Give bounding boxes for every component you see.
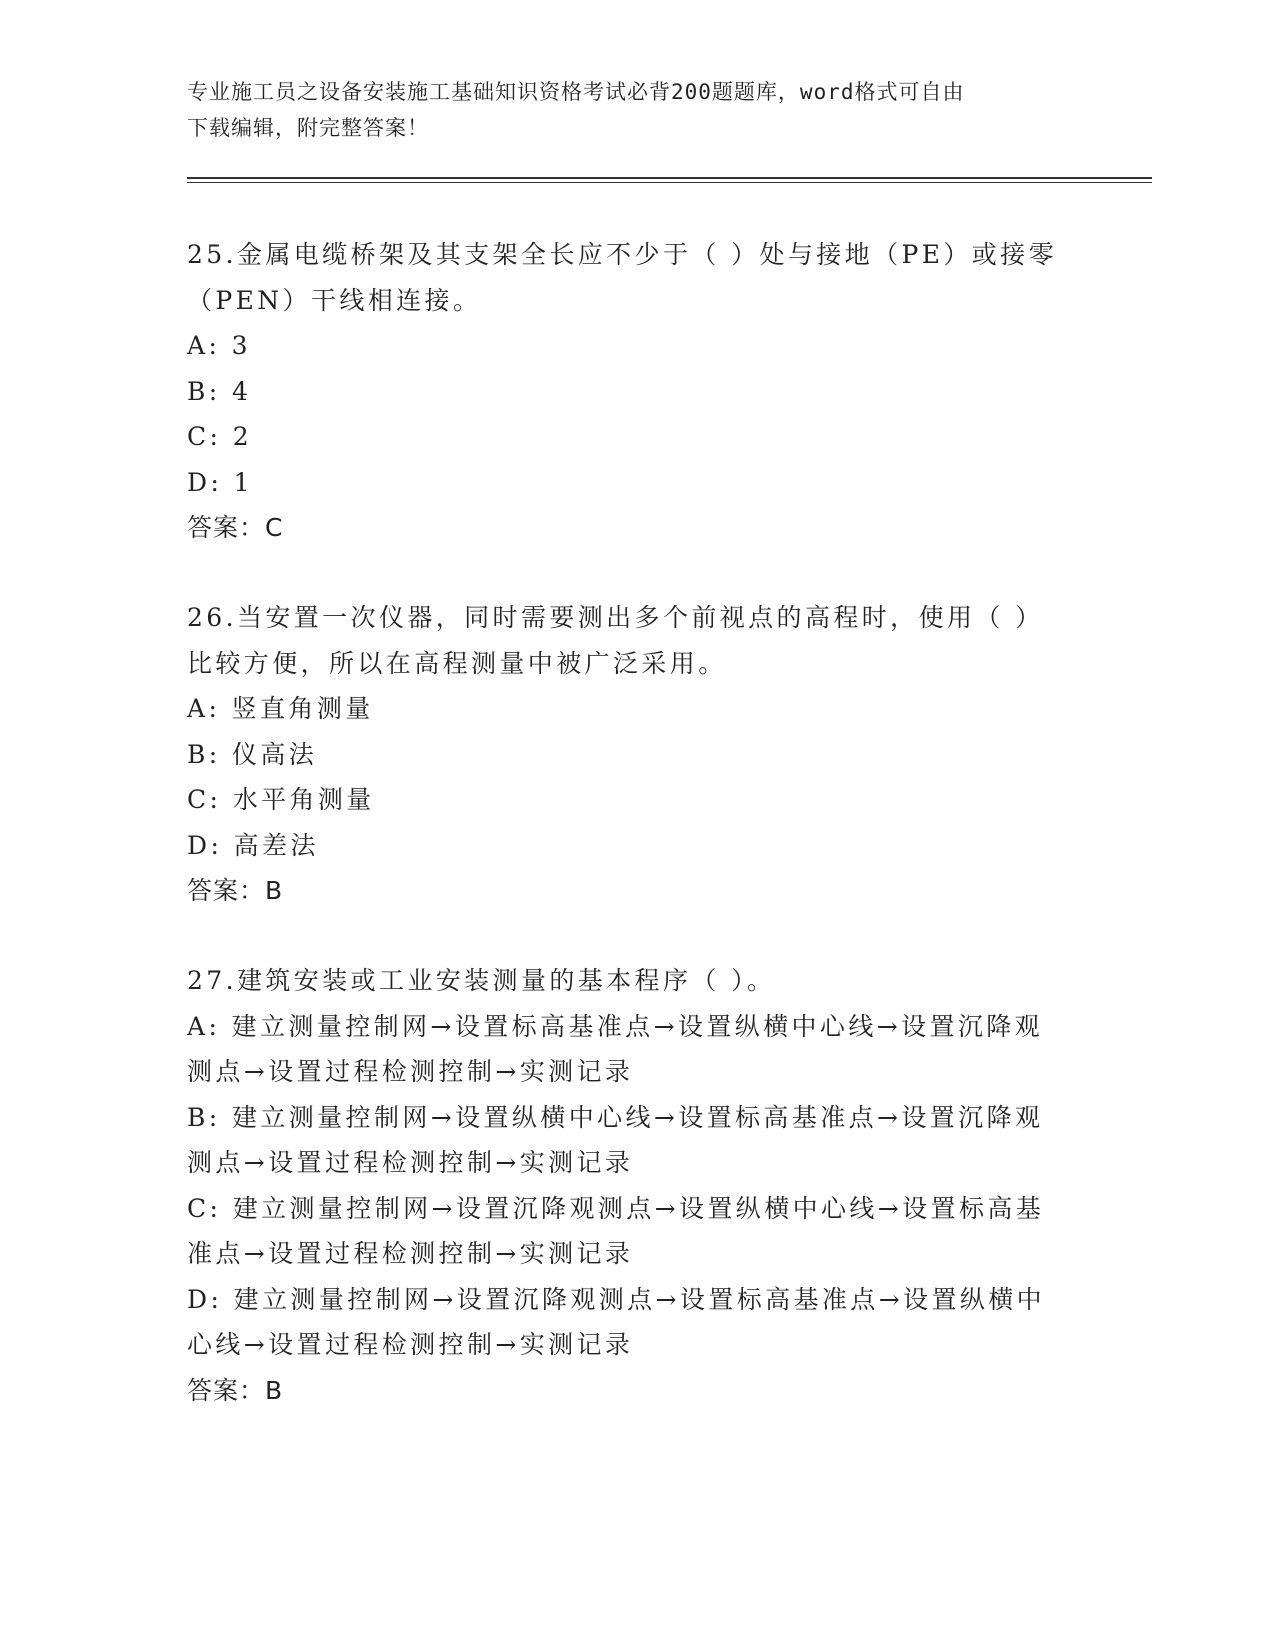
- answer: 答案：C: [187, 513, 284, 542]
- option-a-line-2: 测点→设置过程检测控制→实测记录: [187, 1057, 634, 1086]
- option-d-line-2: 心线→设置过程检测控制→实测记录: [187, 1330, 634, 1359]
- option-d: D: 1: [187, 467, 253, 497]
- option-c: C: 水平角测量: [187, 785, 375, 814]
- header-line-1: 专业施工员之设备安装施工基础知识资格考试必背200题题库，word格式可自由: [187, 80, 965, 104]
- answer: 答案：B: [187, 1375, 284, 1405]
- option-a: A: 竖直角测量: [187, 694, 374, 723]
- option-d-line-1: D: 建立测量控制网→设置沉降观测点→设置标高基准点→设置纵横中: [187, 1284, 1046, 1314]
- question-26: [187, 595, 1087, 914]
- header-divider-thick: [187, 177, 1152, 179]
- question-27: [187, 958, 1087, 1413]
- question-stem: （PEN）干线相连接。: [187, 285, 482, 315]
- question-stem: 27.建筑安装或工业安装测量的基本程序（ ）。: [187, 966, 776, 995]
- document-header: [187, 74, 1067, 146]
- option-a: A: 3: [187, 331, 251, 360]
- question-stem: 26.当安置一次仪器，同时需要测出多个前视点的高程时，使用（ ）: [187, 603, 1044, 632]
- question-stem: 25.金属电缆桥架及其支架全长应不少于（ ）处与接地（PE）或接零: [187, 240, 1057, 269]
- question-stem: 比较方便，所以在高程测量中被广泛采用。: [187, 648, 727, 678]
- option-b-line-2: 测点→设置过程检测控制→实测记录: [187, 1148, 634, 1177]
- header-divider-thin: [187, 182, 1152, 183]
- option-d: D: 高差法: [187, 830, 319, 860]
- option-b: B: 4: [187, 376, 252, 406]
- option-c-line-1: C: 建立测量控制网→设置沉降观测点→设置纵横中心线→设置标高基: [187, 1193, 1045, 1223]
- option-c-line-2: 准点→设置过程检测控制→实测记录: [187, 1239, 634, 1268]
- option-b: B: 仪高法: [187, 739, 318, 769]
- question-25: [187, 232, 1087, 551]
- header-line-2: 下载编辑，附完整答案！: [187, 116, 429, 140]
- option-c: C: 2: [187, 422, 253, 451]
- answer: 答案：B: [187, 876, 284, 905]
- option-a-line-1: A: 建立测量控制网→设置标高基准点→设置纵横中心线→设置沉降观: [187, 1011, 1044, 1041]
- option-b-line-1: B: 建立测量控制网→设置纵横中心线→设置标高基准点→设置沉降观: [187, 1102, 1044, 1132]
